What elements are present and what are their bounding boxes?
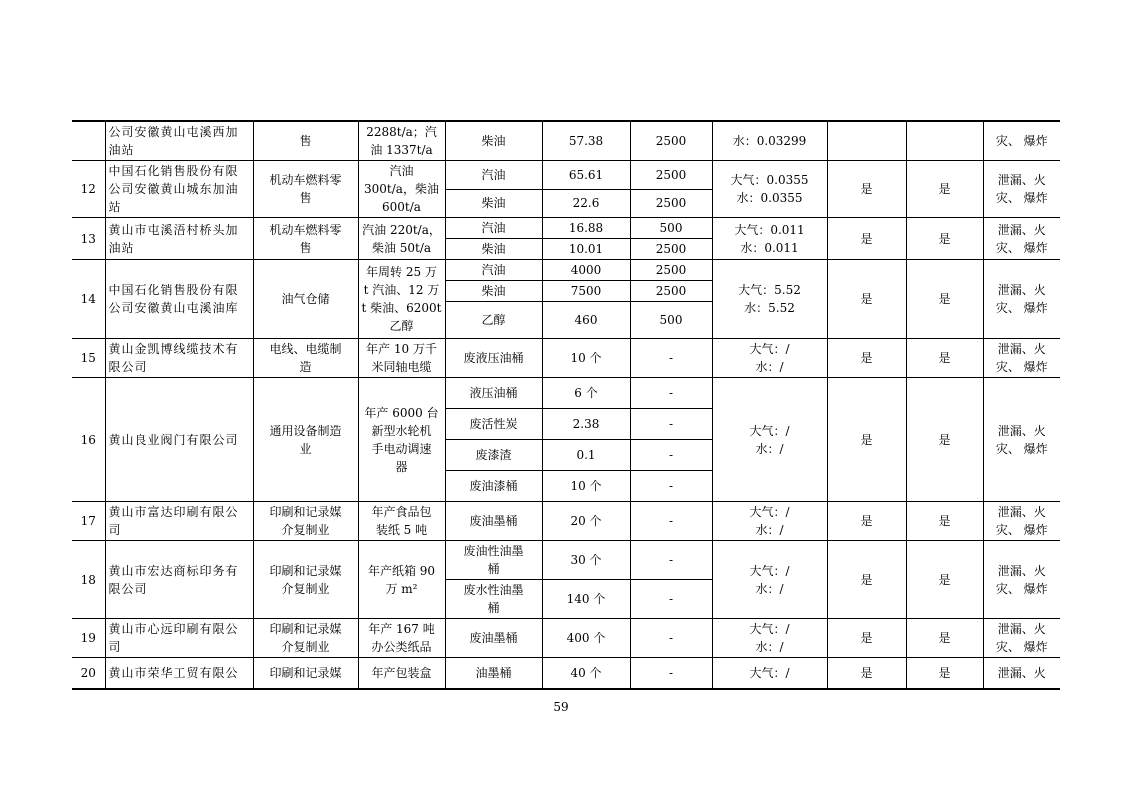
substance-name: 废液压油桶 — [445, 339, 542, 378]
check-column-1: 是 — [827, 218, 906, 260]
row-number: 12 — [72, 161, 105, 218]
industry-category: 通用设备制造 业 — [253, 378, 358, 502]
substance-name: 油墨桶 — [445, 658, 542, 689]
substance-amount: 4000 — [542, 260, 630, 281]
company-name: 黄山市宏达商标印务有 限公司 — [105, 541, 253, 619]
distance-value: 大气：/ 水：/ — [712, 339, 827, 378]
company-name: 中国石化销售股份有限 公司安徽黄山屯溪油库 — [105, 260, 253, 339]
table-row — [72, 502, 1060, 541]
industry-category: 印刷和记录媒 介复制业 — [253, 541, 358, 619]
risk-type: 泄漏、火 灾、 爆炸 — [983, 260, 1060, 339]
substance-name: 柴油 — [445, 189, 542, 218]
industry-category: 售 — [253, 121, 358, 161]
enterprise-risk-table — [72, 120, 1060, 690]
production-scale: 年产食品包 装纸 5 吨 — [358, 502, 445, 541]
row-number: 18 — [72, 541, 105, 619]
check-column-2: 是 — [906, 619, 983, 658]
table-row — [72, 541, 1060, 580]
row-number: 16 — [72, 378, 105, 502]
substance-name: 废油墨桶 — [445, 619, 542, 658]
substance-amount: 30 个 — [542, 541, 630, 580]
risk-type: 泄漏、火 灾、 爆炸 — [983, 378, 1060, 502]
check-column-1: 是 — [827, 502, 906, 541]
row-number: 20 — [72, 658, 105, 689]
check-column-1: 是 — [827, 378, 906, 502]
company-name: 黄山市富达印刷有限公 司 — [105, 502, 253, 541]
industry-category: 油气仓储 — [253, 260, 358, 339]
substance-amount: 40 个 — [542, 658, 630, 689]
check-column-1: 是 — [827, 260, 906, 339]
check-column-2: 是 — [906, 161, 983, 218]
production-scale: 年产 167 吨 办公类纸品 — [358, 619, 445, 658]
substance-amount: 140 个 — [542, 580, 630, 619]
substance-amount: 400 个 — [542, 619, 630, 658]
critical-quantity: - — [630, 658, 712, 689]
industry-category: 电线、电缆制 造 — [253, 339, 358, 378]
critical-quantity: 2500 — [630, 161, 712, 190]
critical-quantity: - — [630, 541, 712, 580]
check-column-1: 是 — [827, 619, 906, 658]
industry-category: 印刷和记录媒 — [253, 658, 358, 689]
check-column-2 — [906, 121, 983, 161]
distance-value: 大气：/ 水：/ — [712, 502, 827, 541]
critical-quantity: - — [630, 440, 712, 471]
substance-amount: 7500 — [542, 281, 630, 302]
check-column-2: 是 — [906, 502, 983, 541]
company-name: 黄山市屯溪浯村桥头加 油站 — [105, 218, 253, 260]
check-column-2: 是 — [906, 658, 983, 689]
industry-category: 印刷和记录媒 介复制业 — [253, 619, 358, 658]
critical-quantity: 2500 — [630, 121, 712, 161]
check-column-1: 是 — [827, 541, 906, 619]
production-scale: 年周转 25 万 t 汽油、12 万 t 柴油、6200t 乙醇 — [358, 260, 445, 339]
table-row — [72, 658, 1060, 689]
substance-name: 废油墨桶 — [445, 502, 542, 541]
table-row — [72, 260, 1060, 281]
table-row — [72, 378, 1060, 409]
check-column-2: 是 — [906, 378, 983, 502]
substance-name: 汽油 — [445, 218, 542, 239]
risk-type: 泄漏、火 灾、 爆炸 — [983, 619, 1060, 658]
substance-amount: 6 个 — [542, 378, 630, 409]
company-name: 公司安徽黄山屯溪西加 油站 — [105, 121, 253, 161]
production-scale: 汽油 220t/a， 柴油 50t/a — [358, 218, 445, 260]
risk-type: 泄漏、火 灾、 爆炸 — [983, 339, 1060, 378]
production-scale: 年产 6000 台 新型水轮机 手电动调速 器 — [358, 378, 445, 502]
critical-quantity: 500 — [630, 302, 712, 339]
substance-name: 乙醇 — [445, 302, 542, 339]
distance-value: 大气：/ 水：/ — [712, 541, 827, 619]
production-scale: 年产纸箱 90 万 m² — [358, 541, 445, 619]
critical-quantity: - — [630, 409, 712, 440]
distance-value: 大气：/ 水：/ — [712, 378, 827, 502]
distance-value: 大气：5.52 水：5.52 — [712, 260, 827, 339]
row-number: 19 — [72, 619, 105, 658]
risk-type: 泄漏、火 — [983, 658, 1060, 689]
production-scale: 2288t/a；汽 油 1337t/a — [358, 121, 445, 161]
risk-type: 泄漏、火 灾、 爆炸 — [983, 218, 1060, 260]
industry-category: 机动车燃料零 售 — [253, 161, 358, 218]
distance-value: 大气：0.0355 水：0.0355 — [712, 161, 827, 218]
risk-type: 泄漏、火 灾、 爆炸 — [983, 541, 1060, 619]
substance-amount: 10 个 — [542, 339, 630, 378]
substance-name: 废漆渣 — [445, 440, 542, 471]
row-number: 17 — [72, 502, 105, 541]
substance-amount: 460 — [542, 302, 630, 339]
check-column-2: 是 — [906, 339, 983, 378]
substance-amount: 20 个 — [542, 502, 630, 541]
critical-quantity: 2500 — [630, 260, 712, 281]
company-name: 中国石化销售股份有限 公司安徽黄山城东加油 站 — [105, 161, 253, 218]
substance-amount: 2.38 — [542, 409, 630, 440]
critical-quantity: 2500 — [630, 239, 712, 260]
industry-category: 印刷和记录媒 介复制业 — [253, 502, 358, 541]
critical-quantity: - — [630, 471, 712, 502]
substance-amount: 0.1 — [542, 440, 630, 471]
distance-value: 大气：/ 水：/ — [712, 619, 827, 658]
check-column-1: 是 — [827, 161, 906, 218]
page-number: 59 — [553, 700, 569, 714]
company-name: 黄山市荣华工贸有限公 — [105, 658, 253, 689]
substance-amount: 65.61 — [542, 161, 630, 190]
check-column-2: 是 — [906, 218, 983, 260]
table-row — [72, 339, 1060, 378]
distance-value: 大气：0.011 水：0.011 — [712, 218, 827, 260]
check-column-1: 是 — [827, 339, 906, 378]
substance-name: 柴油 — [445, 281, 542, 302]
substance-name: 汽油 — [445, 161, 542, 190]
check-column-1: 是 — [827, 658, 906, 689]
row-number: 14 — [72, 260, 105, 339]
check-column-1 — [827, 121, 906, 161]
distance-value: 水：0.03299 — [712, 121, 827, 161]
critical-quantity: 2500 — [630, 189, 712, 218]
substance-amount: 10.01 — [542, 239, 630, 260]
substance-amount: 10 个 — [542, 471, 630, 502]
company-name: 黄山良业阀门有限公司 — [105, 378, 253, 502]
critical-quantity: - — [630, 378, 712, 409]
table-row — [72, 218, 1060, 239]
substance-amount: 16.88 — [542, 218, 630, 239]
substance-name: 柴油 — [445, 239, 542, 260]
critical-quantity: - — [630, 502, 712, 541]
critical-quantity: - — [630, 619, 712, 658]
company-name: 黄山市心远印刷有限公 司 — [105, 619, 253, 658]
substance-amount: 57.38 — [542, 121, 630, 161]
substance-name: 废油漆桶 — [445, 471, 542, 502]
substance-name: 废油性油墨 桶 — [445, 541, 542, 580]
industry-category: 机动车燃料零 售 — [253, 218, 358, 260]
distance-value: 大气：/ — [712, 658, 827, 689]
production-scale: 年产 10 万千 米同轴电缆 — [358, 339, 445, 378]
critical-quantity: - — [630, 339, 712, 378]
check-column-2: 是 — [906, 541, 983, 619]
substance-name: 废水性油墨 桶 — [445, 580, 542, 619]
table-row — [72, 161, 1060, 190]
row-number: 13 — [72, 218, 105, 260]
table-row — [72, 619, 1060, 658]
critical-quantity: 2500 — [630, 281, 712, 302]
substance-name: 汽油 — [445, 260, 542, 281]
critical-quantity: 500 — [630, 218, 712, 239]
critical-quantity: - — [630, 580, 712, 619]
table-row — [72, 121, 1060, 161]
risk-type: 灾、 爆炸 — [983, 121, 1060, 161]
row-number — [72, 121, 105, 161]
risk-type: 泄漏、火 灾、 爆炸 — [983, 502, 1060, 541]
substance-name: 废活性炭 — [445, 409, 542, 440]
risk-type: 泄漏、火 灾、 爆炸 — [983, 161, 1060, 218]
check-column-2: 是 — [906, 260, 983, 339]
company-name: 黄山金凯博线缆技术有 限公司 — [105, 339, 253, 378]
substance-amount: 22.6 — [542, 189, 630, 218]
substance-name: 柴油 — [445, 121, 542, 161]
row-number: 15 — [72, 339, 105, 378]
substance-name: 液压油桶 — [445, 378, 542, 409]
production-scale: 汽油 300t/a，柴油 600t/a — [358, 161, 445, 218]
production-scale: 年产包装盒 — [358, 658, 445, 689]
